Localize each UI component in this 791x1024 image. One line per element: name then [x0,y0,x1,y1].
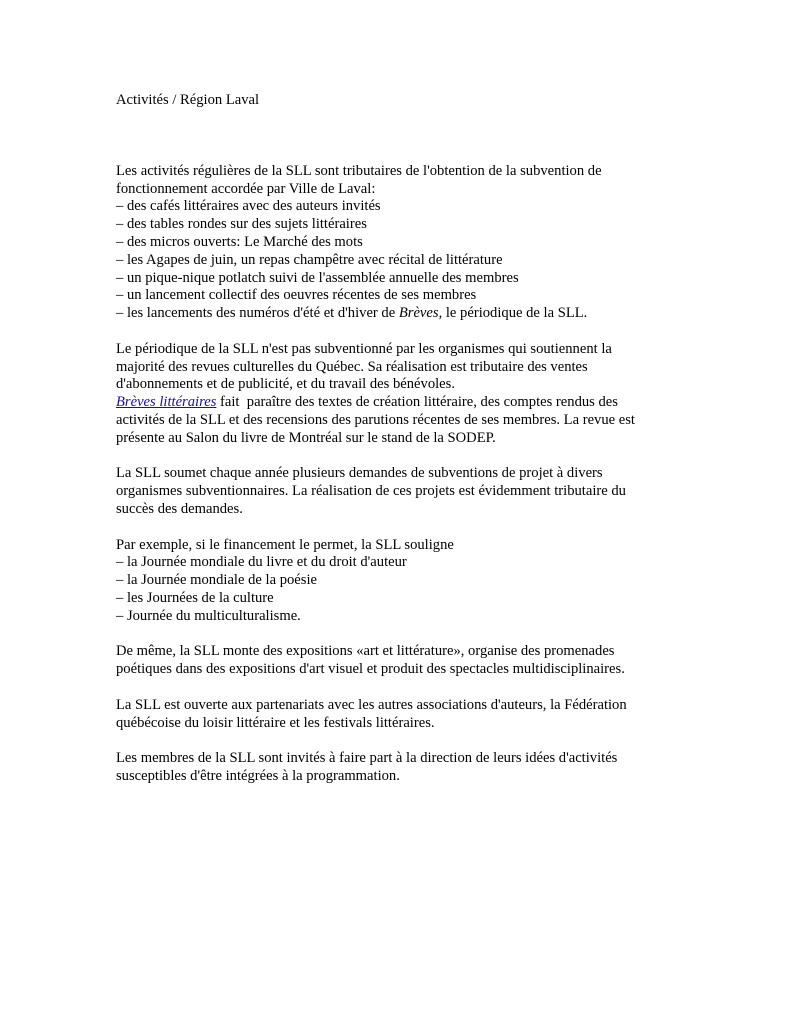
paragraph-exhibitions [116,643,686,679]
text-line: La SLL soumet chaque année plusieurs demandes de subventions de projet à divers [116,465,603,482]
page-title: Activités / Région Laval [116,92,260,108]
text-line: Par exemple, si le financement le permet, la SLL souligne [116,536,454,553]
text-line: La SLL est ouverte aux partenariats avec les autres associations d'auteurs, la Fédération [116,696,627,713]
text-line: susceptibles d'être intégrées à la programmation. [116,767,400,784]
paragraph-celebrations [116,537,686,626]
text-line: activités de la SLL et des recensions des parutions récentes de ses membres. La revue est [116,411,635,428]
text-line: majorité des revues culturelles du Québec. Sa réalisation est tributaire des ventes [116,358,588,375]
periodical-title: Brèves [398,305,439,322]
breves-litteraires-link[interactable]: Brèves littéraires [116,394,217,411]
text-fragment: , le périodique de la SLL. [438,305,588,322]
list-item: – la Journée mondiale de la poésie [116,572,317,589]
text-fragment: – les lancements des numéros d'été et d'hiver de [116,305,399,322]
text-line: d'abonnements et de publicité, et du travail des bénévoles. [116,376,455,393]
text-line: Les activités régulières de la SLL sont tributaires de l'obtention de la subvention de [116,162,602,179]
text-line: présente au Salon du livre de Montréal sur le stand de la SODEP. [116,429,496,446]
text-line: Les membres de la SLL sont invités à faire part à la direction de leurs idées d'activités [116,750,618,767]
text-line [116,394,686,412]
text-line: succès des demandes. [116,500,243,517]
document-page [116,92,686,803]
text-line: De même, la SLL monte des expositions «art et littérature», organise des promenades [116,643,615,660]
list-item: – un pique-nique potlatch suivi de l'assemblée annuelle des membres [116,269,519,286]
text-line: organismes subventionnaires. La réalisation de ces projets est évidemment tributaire du [116,483,626,500]
text-line: québécoise du loisir littéraire et les festivals littéraires. [116,714,435,731]
paragraph-regular-activities [116,163,686,323]
paragraph-partnerships [116,697,686,733]
list-item: – les Agapes de juin, un repas champêtre avec récital de littérature [116,251,503,268]
list-item: – des cafés littéraires avec des auteurs invités [116,198,381,215]
list-item: – les Journées de la culture [116,589,274,606]
list-item [116,305,686,323]
list-item: – des tables rondes sur des sujets littéraires [116,216,367,233]
list-item: – la Journée mondiale du livre et du droit d'auteur [116,554,407,571]
list-item: – un lancement collectif des oeuvres récentes de ses membres [116,287,477,304]
text-line: Le périodique de la SLL n'est pas subventionné par les organismes qui soutiennent la [116,340,612,357]
text-fragment: fait paraître des textes de création littéraire, des comptes rendus des [216,394,618,411]
text-line: fonctionnement accordée par Ville de Laval: [116,180,376,197]
paragraph-member-ideas [116,750,686,786]
text-line: poétiques dans des expositions d'art visuel et produit des spectacles multidisciplinaires. [116,661,625,678]
list-item: – Journée du multiculturalisme. [116,607,301,624]
paragraph-periodical [116,341,686,448]
paragraph-project-grants [116,465,686,518]
list-item: – des micros ouverts: Le Marché des mots [116,233,363,250]
